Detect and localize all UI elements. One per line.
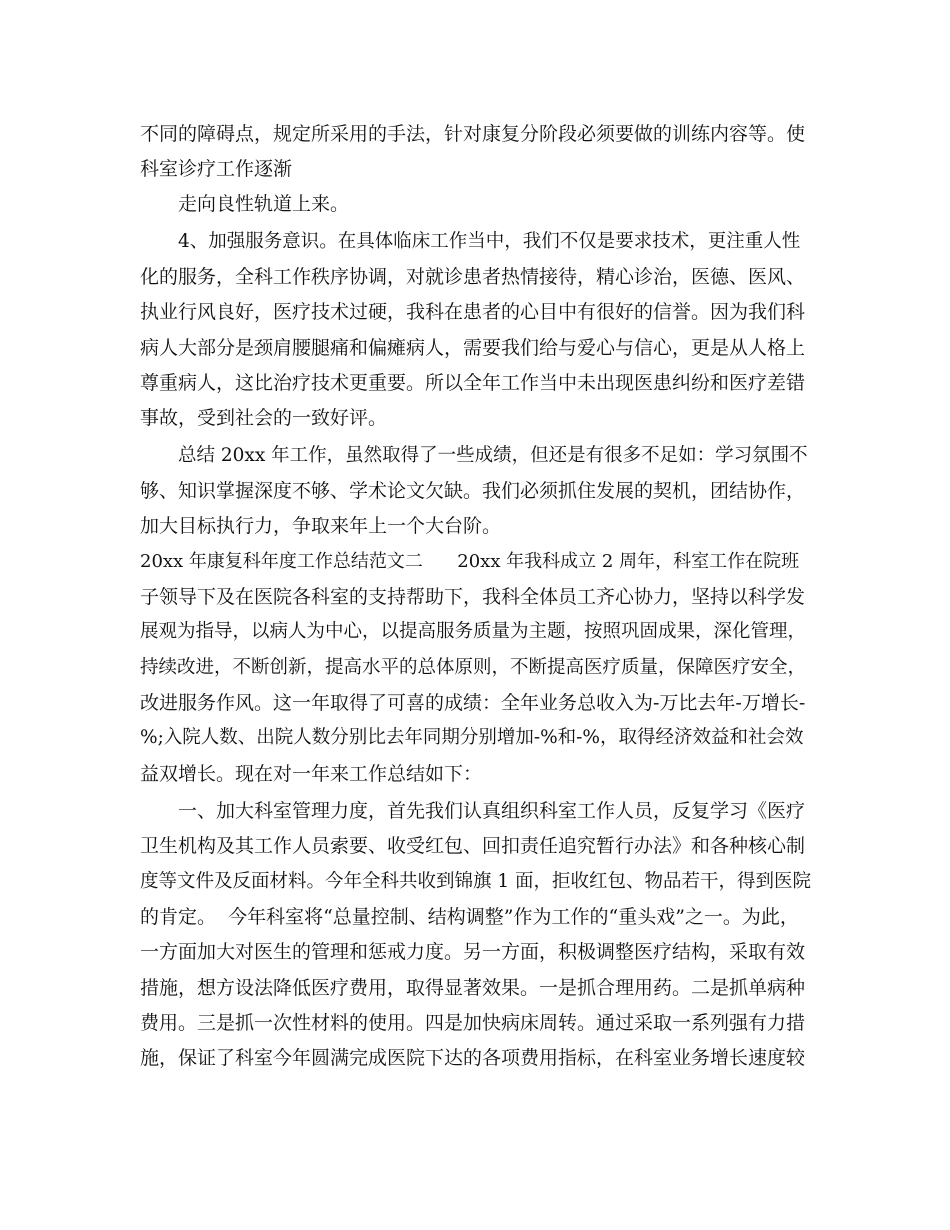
text-line: 持续改进，不断创新，提高水平的总体原则，不断提高医疗质量，保障医疗安全， xyxy=(140,657,807,678)
text-line: 一、加大科室管理力度，首先我们认真组织科室工作人员，反复学习《医疗 xyxy=(178,800,806,822)
text-line: 卫生机构及其工作人员索要、收受红包、回扣责任追究暂行办法》和各种核心制 xyxy=(140,835,806,857)
text-line: 20xx 年康复科年度工作总结范文二 20xx 年我科成立 2 周年，科室工作在院班 xyxy=(140,551,800,572)
text-line: 加大目标执行力，争取来年上一个大台阶。 xyxy=(140,515,502,537)
text-line: 科室诊疗工作逐渐 xyxy=(140,158,293,180)
text-line: 事故，受到社会的一致好评。 xyxy=(140,407,388,429)
text-line: 病人大部分是颈肩腰腿痛和偏瘫病人，需要我们给与爱心与信心，更是从人格上 xyxy=(140,337,806,359)
text-line: 的肯定。 今年科室将“总量控制、结构调整”作为工作的“重头戏”之一。为此， xyxy=(140,906,799,928)
text-line: 总结 20xx 年工作，虽然取得了一些成绩，但还是有很多不足如：学习氛围不 xyxy=(178,445,808,466)
text-line: 执业行风良好，医疗技术过硬，我科在患者的心目中有很好的信誉。因为我们科 xyxy=(140,301,806,323)
text-line: 改进服务作风。这一年取得了可喜的成绩：全年业务总收入为-万比去年-万增长- xyxy=(140,692,806,714)
text-line: 4、加强服务意识。在具体临床工作当中，我们不仅是要求技术，更注重人性 xyxy=(178,231,801,252)
text-line: 度等文件及反面材料。今年全科共收到锦旗 1 面，拒收红包、物品若干，得到医院 xyxy=(140,871,812,892)
text-line: 不同的障碍点，规定所采用的手法，针对康复分阶段必须要做的训练内容等。使 xyxy=(140,123,806,145)
text-line: 化的服务，全科工作秩序协调，对就诊患者热情接待，精心诊治，医德、医风、 xyxy=(140,266,806,288)
text-line: 走向良性轨道上来。 xyxy=(178,193,350,215)
text-line: 一方面加大对医生的管理和惩戒力度。另一方面，积极调整医疗结构，采取有效 xyxy=(140,941,806,963)
text-line: 施，保证了科室今年圆满完成医院下达的各项费用指标，在科室业务增长速度较 xyxy=(140,1047,806,1069)
text-line: 尊重病人，这比治疗技术更重要。所以全年工作当中未出现医患纠纷和医疗差错 xyxy=(140,372,806,394)
text-line: %;入院人数、出院人数分别比去年同期分别增加-%和-%，取得经济效益和社会效 xyxy=(140,727,804,748)
text-line: 费用。三是抓一次性材料的使用。四是加快病床周转。通过采取一系列强有力措 xyxy=(140,1012,806,1034)
text-line: 子领导下及在医院各科室的支持帮助下，我科全体员工齐心协力，坚持以科学发 xyxy=(140,586,806,608)
text-line: 益双增长。现在对一年来工作总结如下： xyxy=(140,763,483,785)
text-line: 够、知识掌握深度不够、学术论文欠缺。我们必须抓住发展的契机，团结协作， xyxy=(140,480,806,502)
text-line: 展观为指导，以病人为中心，以提高服务质量为主题，按照巩固成果，深化管理， xyxy=(140,621,807,642)
text-line: 措施，想方设法降低医疗费用，取得显著效果。一是抓合理用药。二是抓单病种 xyxy=(140,977,806,999)
